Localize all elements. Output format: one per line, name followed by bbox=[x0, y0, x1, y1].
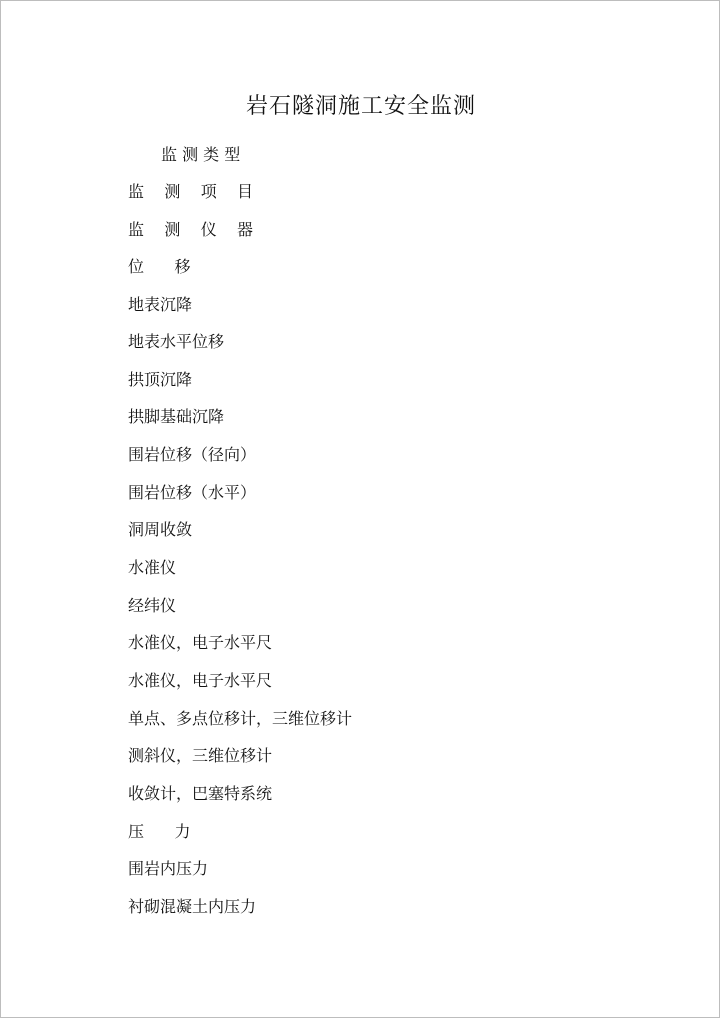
list-item: 围岩位移（水平） bbox=[128, 483, 257, 502]
monitoring-instrument-heading: 监 测 仪 器 bbox=[128, 220, 254, 239]
list-item: 围岩位移（径向） bbox=[128, 445, 257, 464]
list-item: 拱顶沉降 bbox=[128, 370, 193, 389]
list-item: 围岩内压力 bbox=[128, 859, 209, 878]
list-item: 拱脚基础沉降 bbox=[128, 407, 225, 426]
list-item: 地表沉降 bbox=[128, 295, 193, 314]
monitoring-item-heading: 监 测 项 目 bbox=[128, 182, 254, 201]
list-item: 水准仪，电子水平尺 bbox=[128, 633, 273, 652]
list-item: 洞周收敛 bbox=[128, 520, 193, 539]
list-item: 水准仪，电子水平尺 bbox=[128, 671, 273, 690]
list-item: 衬砌混凝土内压力 bbox=[128, 897, 257, 916]
list-item: 水准仪 bbox=[128, 558, 177, 577]
monitoring-type-heading: 监 测 类 型 bbox=[161, 145, 241, 164]
list-item: 经纬仪 bbox=[128, 596, 177, 615]
list-item: 测斜仪，三维位移计 bbox=[128, 746, 273, 765]
displacement-section-heading: 位 移 bbox=[128, 257, 191, 276]
list-item: 单点、多点位移计，三维位移计 bbox=[128, 709, 353, 728]
pressure-section-heading: 压 力 bbox=[128, 822, 191, 841]
list-item: 收敛计，巴塞特系统 bbox=[128, 784, 273, 803]
document-title: 岩石隧洞施工安全监测 bbox=[245, 94, 476, 119]
list-item: 地表水平位移 bbox=[128, 332, 225, 351]
